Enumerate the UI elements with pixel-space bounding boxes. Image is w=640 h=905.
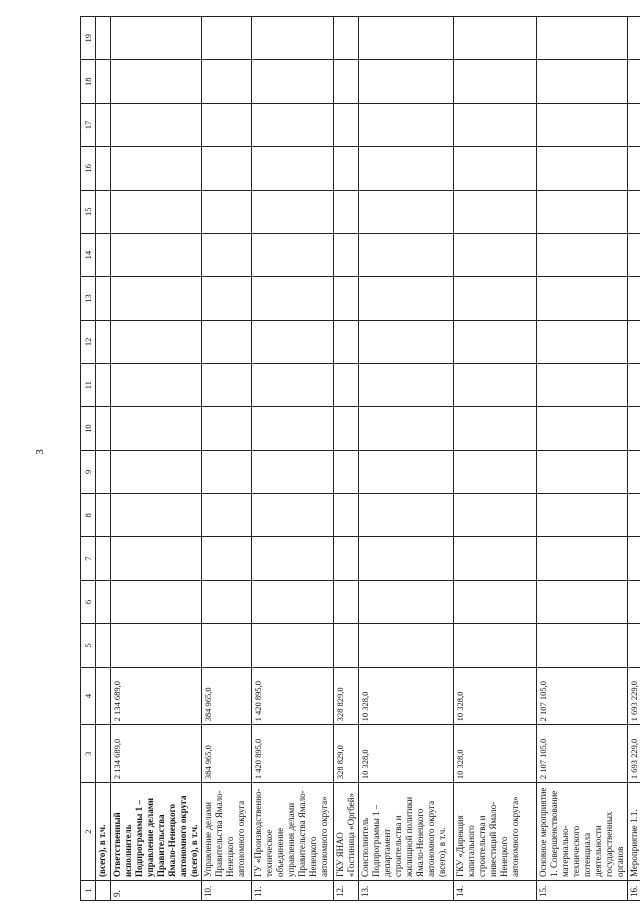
cell-year: 328 829,0 [334, 667, 359, 725]
row-name: Управление делами Правительства Ямало-Ненецкого автономного округа [202, 783, 252, 881]
column-header: 19 [81, 17, 96, 61]
row-number [96, 881, 111, 901]
cell-year: 384 965,0 [202, 667, 252, 725]
column-header: 13 [81, 277, 96, 320]
cell-year: 1 420 895,0 [252, 667, 334, 725]
row-number: 10. [202, 881, 252, 901]
row-number: 12. [334, 881, 359, 901]
cell-total: 2 134 689,0 [111, 725, 202, 783]
row-name: Ответственный исполнитель Подпрограммы 1 – управление делами Правительства Ямало-Ненецкого автономного округа (всего), в т.ч. [111, 783, 202, 881]
page-number: 3 [34, 449, 46, 455]
cell-total [96, 725, 111, 783]
row-name: ГУ «Производственно-техническое объединение управления делами Правительства Ямало-Ненецкого автономного округа» [252, 783, 334, 881]
row-name: Мероприятие 1.1. [628, 783, 640, 881]
column-header: 8 [81, 494, 96, 537]
row-number: 14. [454, 881, 537, 901]
cell-year: 2 107 105,0 [537, 667, 628, 725]
column-header: 11 [81, 364, 96, 407]
column-header: 16 [81, 147, 96, 190]
row-name: Соисполнитель Подпрограммы 1 – департамент строительства и жилищной политики Ямало-Ненецкого автономного округа (всего), в т.ч. [359, 783, 454, 881]
row-number: 15. [537, 881, 628, 901]
table-row [454, 17, 537, 901]
column-header: 2 [81, 783, 96, 881]
cell-total: 10 328,0 [359, 725, 454, 783]
column-header: 5 [81, 624, 96, 667]
table-row [96, 17, 111, 901]
row-name: Основное мероприятие 1. Совершенствование материально-технического потенциала деятельности государственных органов [537, 783, 628, 881]
cell-total: 328 829,0 [334, 725, 359, 783]
cell-year: 2 134 689,0 [111, 667, 202, 725]
table-row [628, 17, 640, 901]
row-name: ГКУ ЯНАО «Гостиница «Оргбей» [334, 783, 359, 881]
table-container [80, 16, 639, 901]
cell-total: 1 420 895,0 [252, 725, 334, 783]
row-number: 13. [359, 881, 454, 901]
column-header: 14 [81, 233, 96, 276]
table-row [359, 17, 454, 901]
column-header: 3 [81, 725, 96, 783]
row-name: (всего), в т.ч. [96, 783, 111, 881]
column-header: 10 [81, 407, 96, 450]
cell-year [96, 667, 111, 725]
column-header: 6 [81, 580, 96, 623]
row-name: ГКУ «Дирекция капитального строительства и инвестиций Ямало-Ненецкого автономного округа» [454, 783, 537, 881]
cell-total: 10 328,0 [454, 725, 537, 783]
table-row [334, 17, 359, 901]
column-header: 9 [81, 450, 96, 493]
table-row [252, 17, 334, 901]
column-header: 1 [81, 881, 96, 901]
column-header: 17 [81, 103, 96, 146]
column-header: 15 [81, 190, 96, 233]
column-header: 12 [81, 320, 96, 363]
row-number: 16. [628, 881, 640, 901]
cell-total: 1 693 229,0 [628, 725, 640, 783]
cell-total: 2 107 105,0 [537, 725, 628, 783]
cell-year: 10 328,0 [359, 667, 454, 725]
column-header: 7 [81, 537, 96, 580]
column-number-row [81, 17, 96, 901]
column-header: 18 [81, 60, 96, 103]
table-row [202, 17, 252, 901]
column-header: 4 [81, 667, 96, 725]
cell-year: 1 693 229,0 [628, 667, 640, 725]
budget-table [80, 16, 640, 901]
table-row [111, 17, 202, 901]
cell-year: 10 328,0 [454, 667, 537, 725]
row-number: 11. [252, 881, 334, 901]
table-row [537, 17, 628, 901]
cell-total: 384 965,0 [202, 725, 252, 783]
row-number: 9. [111, 881, 202, 901]
